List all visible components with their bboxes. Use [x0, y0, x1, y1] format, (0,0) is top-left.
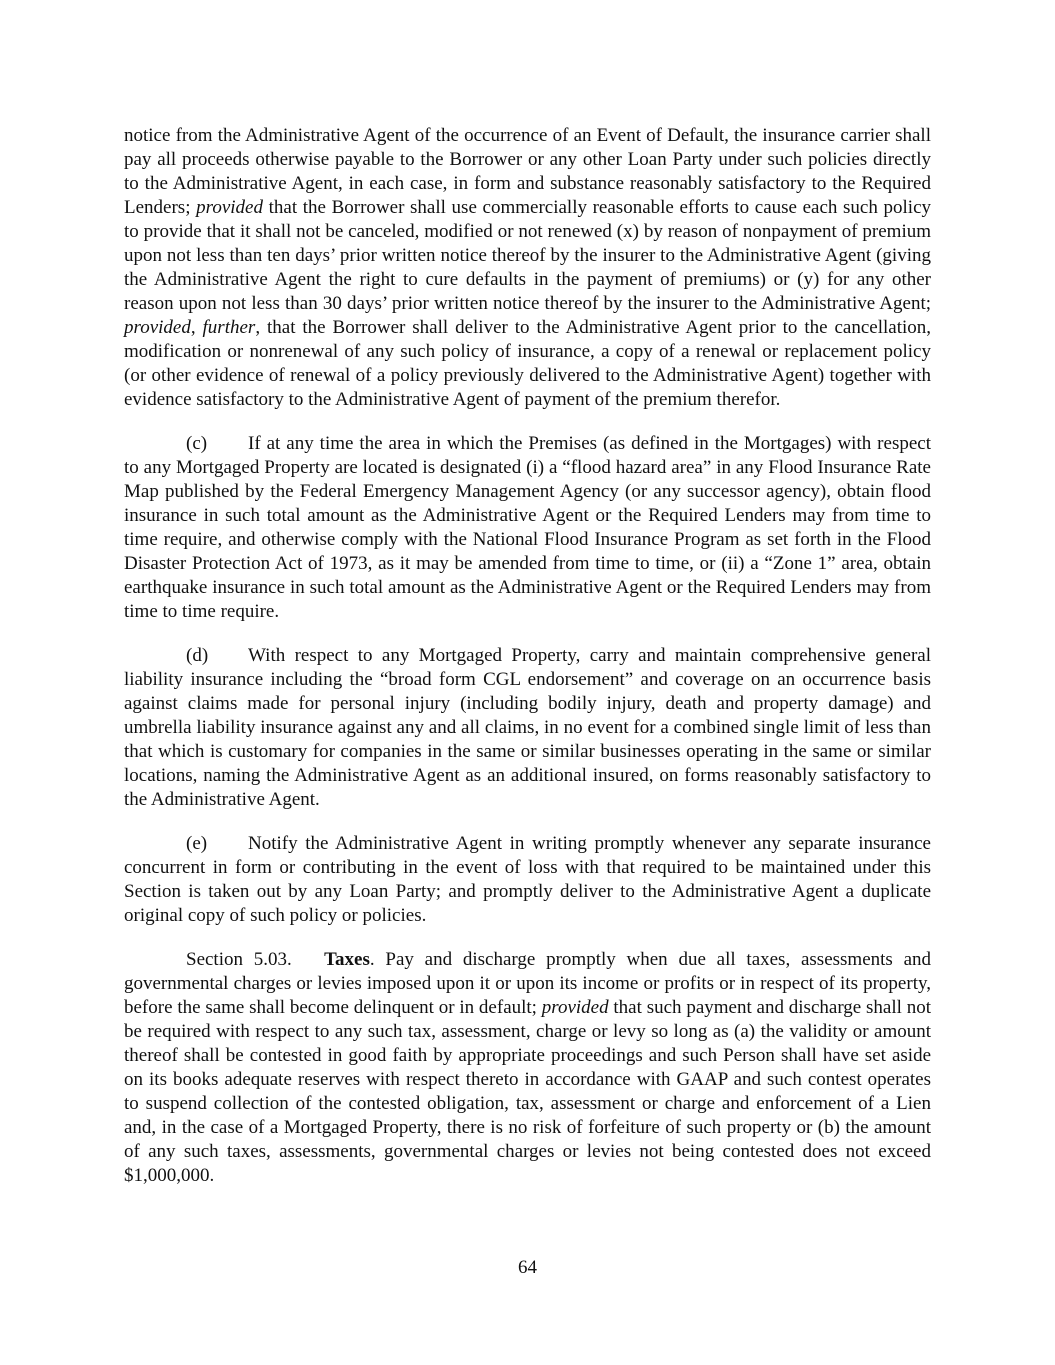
section-number: Section 5.03. [186, 949, 292, 970]
clause-text: With respect to any Mortgaged Property, carry and maintain comprehensive general liability insurance including the “broad form CGL endorsement” and coverage on an occurrence basis against claims made for personal injury (including bodily injury, death and property damage) and umbrella liability insurance against any and all claims, in no event for a combined single limit of less than that which is customary for companies in the same or similar businesses operating in the same or similar locations, naming the Administrative Agent as an additional insured, on forms reasonably satisfactory to the Administrative Agent. [124, 645, 931, 810]
clause-marker: (e) [186, 833, 208, 854]
text-run: . Pay and discharge promptly when due all taxes, assessments and governmental charges or levies imposed upon it or upon its income or profits or in respect of its property, before the same shall become delinquent or in default; [124, 949, 932, 1018]
section-heading: Taxes [324, 949, 370, 970]
text-run: , that the Borrower shall deliver to the Administrative Agent prior to the cancellation, modification or nonrenewal of any such policy of insurance, a copy of a renewal or replacement policy (or other evidence of renewal of a policy previously delivered to the Administrative Agent) together with evidence satisfactory to the Administrative Agent of payment of the premium therefor. [124, 317, 932, 410]
text-run: , [190, 317, 203, 338]
text-run: notice from the Administrative Agent of the occurrence of an Event of Default, the insurance carrier shall pay all proceeds otherwise payable to the Borrower or any other Loan Party under such policies directly to the Administrative Agent, in each case, in form and substance reasonably satisfactory to the Required Lenders; [124, 125, 931, 218]
document-page [124, 124, 931, 1208]
italic-term: provided [541, 997, 609, 1018]
clause-marker: (c) [186, 433, 208, 454]
text-run: that such payment and discharge shall not be required with respect to any such tax, assessment, charge or levy so long as (a) the validity or amount thereof shall be contested in good faith by appropriate proceedings and such Person shall have set aside on its books adequate reserves with respect thereto in accordance with GAAP and such contest operates to suspend collection of the contested obligation, tax, assessment or charge and enforcement of a Lien and, in the case of a Mortgaged Property, there is no risk of forfeiture of such property or (b) the amount of any such taxes, assessments, governmental charges or levies not being contested does not exceed $1,000,000. [124, 997, 931, 1186]
italic-term: provided [196, 197, 263, 218]
italic-term: provided [124, 317, 191, 338]
italic-term: further [202, 317, 256, 338]
clause-marker: (d) [186, 645, 209, 666]
paragraph-continuation [124, 124, 931, 412]
paragraph-c [124, 432, 931, 624]
paragraph-e [124, 832, 931, 928]
text-run: that the Borrower shall use commercially reasonable efforts to cause each such policy to provide that it shall not be canceled, modified or not renewed (x) by reason of nonpayment of premium upon not less than ten days’ prior written notice thereof by the insurer to the Administrative Agent (giving the Administrative Agent the right to cure defaults in the payment of premiums) or (y) for any other reason upon not less than 30 days’ prior written notice thereof by the insurer to the Administrative Agent; [124, 197, 931, 314]
paragraph-d [124, 644, 931, 812]
page-number: 64 [518, 1257, 537, 1278]
section-5-03-taxes [124, 948, 931, 1188]
clause-text: Notify the Administrative Agent in writing promptly whenever any separate insurance concurrent in form or contributing in the event of loss with that required to be maintained under this Section is taken out by any Loan Party; and promptly deliver to the Administrative Agent a duplicate original copy of such policy or policies. [124, 833, 931, 926]
clause-text: If at any time the area in which the Premises (as defined in the Mortgages) with respect to any Mortgaged Property are located is designated (i) a “flood hazard area” in any Flood Insurance Rate Map published by the Federal Emergency Management Agency (or any successor agency), obtain flood insurance in such total amount as the Administrative Agent or the Required Lenders may from time to time require, and otherwise comply with the National Flood Insurance Program as set forth in the Flood Disaster Protection Act of 1973, as it may be amended from time to time, or (ii) a “Zone 1” area, obtain earthquake insurance in such total amount as the Administrative Agent or the Required Lenders may from time to time require. [124, 433, 931, 622]
